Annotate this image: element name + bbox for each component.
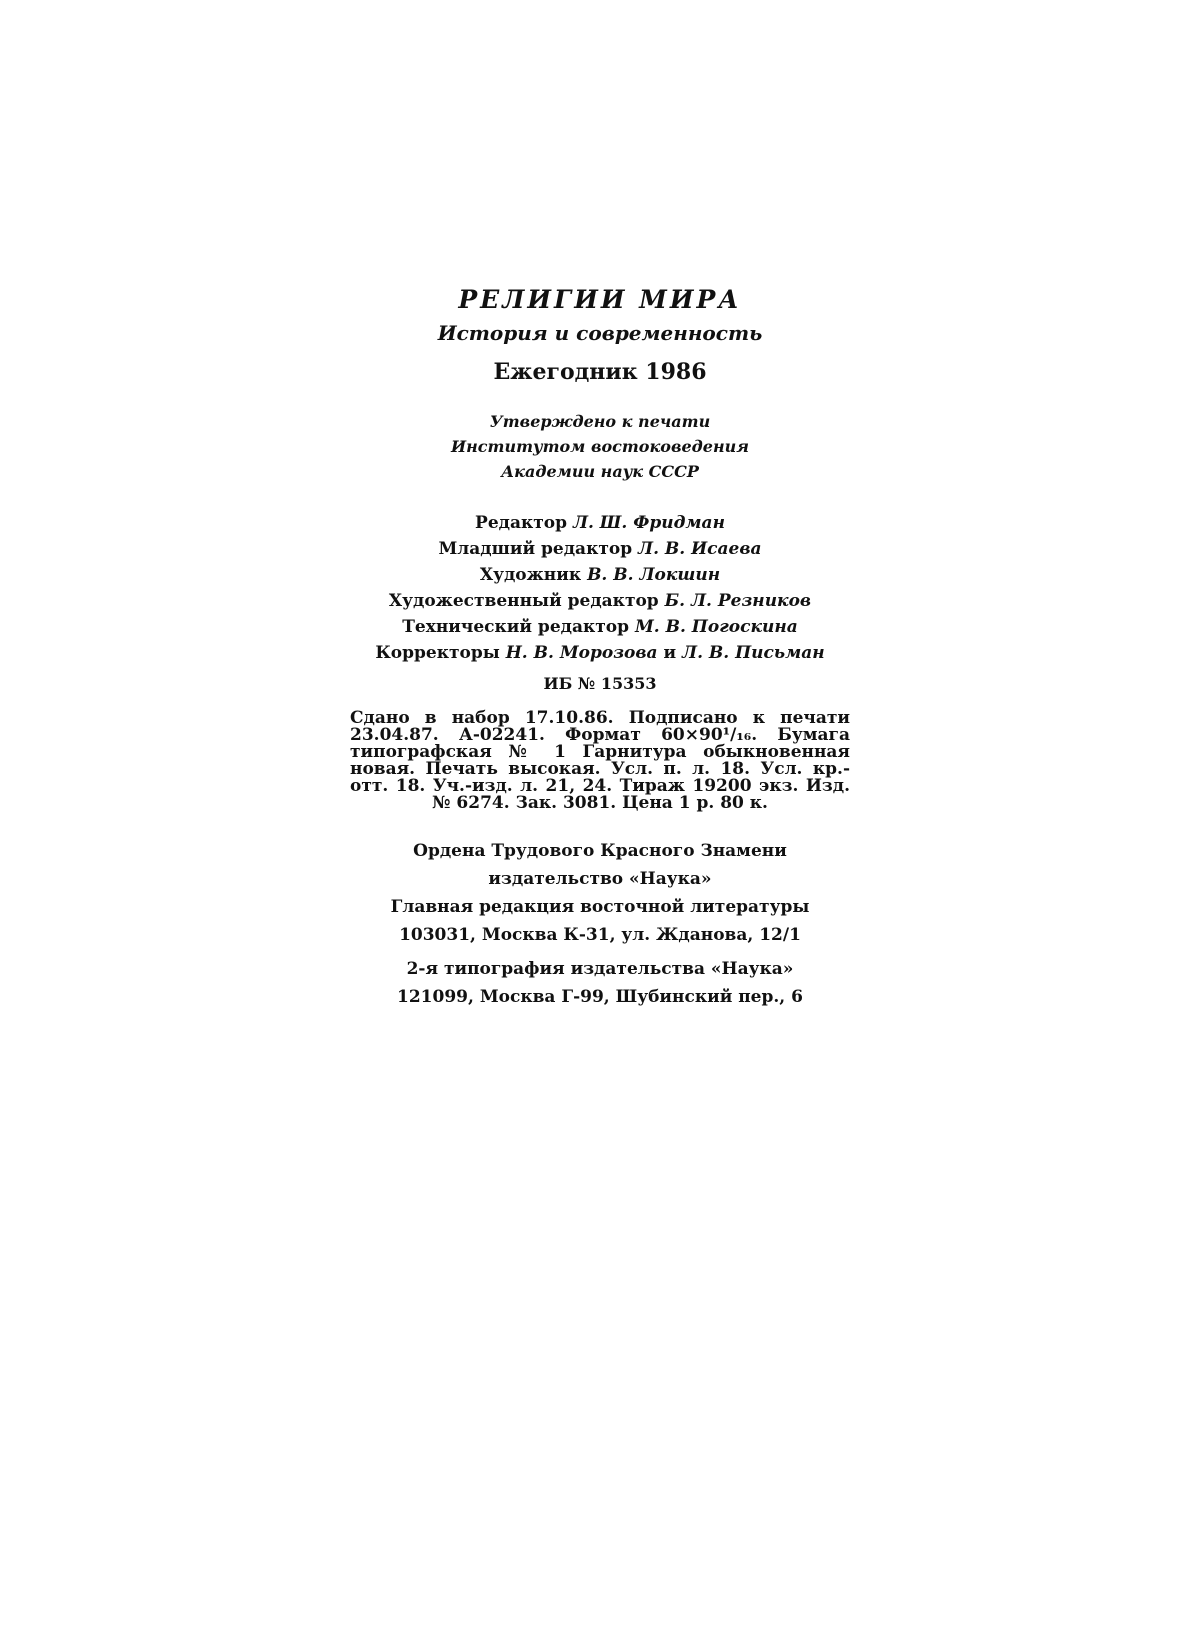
credit-role: Технический редактор xyxy=(402,617,630,637)
credit-role: Редактор xyxy=(475,513,568,533)
credit-junior-editor xyxy=(335,536,865,562)
publisher-line: Ордена Трудового Красного Знамени xyxy=(413,841,787,861)
credit-role: Художник xyxy=(479,565,582,585)
credit-name: В. В. Локшин xyxy=(587,565,721,585)
credit-editor xyxy=(335,510,865,536)
book-title: РЕЛИГИИ МИРА xyxy=(458,285,742,314)
credit-role: Художественный редактор xyxy=(388,591,659,611)
credit-conjunction: и xyxy=(663,643,677,663)
approval-line: Академии наук СССР xyxy=(501,462,699,481)
printer-block xyxy=(335,955,865,1011)
credit-artist xyxy=(335,562,865,588)
approval-line: Утверждено к печати xyxy=(489,412,711,431)
credit-name: Л. Ш. Фридман xyxy=(572,513,725,533)
credit-name: М. В. Погоскина xyxy=(634,617,798,637)
credit-proofreaders xyxy=(335,640,865,666)
book-subtitle: История и современность xyxy=(437,321,763,345)
credit-tech-editor xyxy=(335,614,865,640)
credit-name: Л. В. Исаева xyxy=(638,539,762,559)
imprint-block xyxy=(335,283,865,1011)
approval-line: Институтом востоковедения xyxy=(450,437,749,456)
credit-role: Младший редактор xyxy=(438,539,633,559)
approval-block xyxy=(335,409,865,484)
credit-art-editor xyxy=(335,588,865,614)
publisher-line: издательство «Наука» xyxy=(488,869,712,889)
tech-details: Сдано в набор 17.10.86. Подписано к печати 23.04.87. А-02241. Формат 60×90¹/₁₆. Бумага типографская № 1 Гарнитура обыкновенная новая. Печать высокая. Усл. п. л. 18. Усл. кр.-отт. 18. Уч.-изд. л. 21, 24. Тираж 19200 экз. Изд. № 6274. Зак. 3081. Цена 1 р. 80 к. xyxy=(350,708,850,813)
yearbook-label: Ежегодник 1986 xyxy=(493,359,707,385)
printer-line: 2-я типография издательства «Наука» xyxy=(406,959,794,979)
credits-list xyxy=(335,510,865,666)
credit-role: Корректоры xyxy=(375,643,500,663)
publisher-block xyxy=(335,837,865,949)
credit-name: Б. Л. Резников xyxy=(664,591,812,611)
publisher-address: 103031, Москва К-31, ул. Жданова, 12/1 xyxy=(399,925,801,945)
printer-address: 121099, Москва Г-99, Шубинский пер., 6 xyxy=(397,987,803,1007)
ib-number: ИБ № 15353 xyxy=(543,674,657,693)
publisher-line: Главная редакция восточной литературы xyxy=(390,897,810,917)
credit-name: Л. В. Письман xyxy=(682,643,825,663)
credit-name: Н. В. Морозова xyxy=(505,643,658,663)
